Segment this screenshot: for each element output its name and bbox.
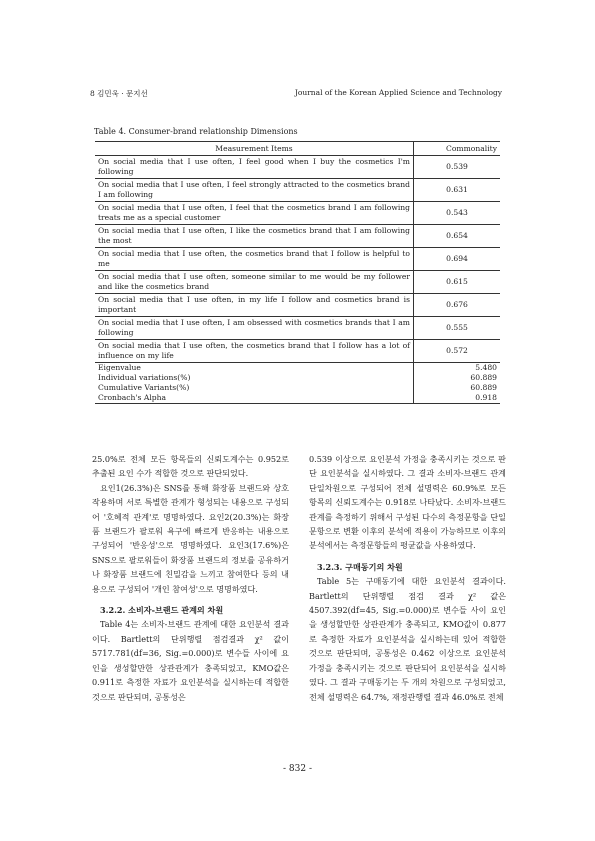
- table-row: [95, 202, 500, 225]
- row-item: On social media that I use often, I feel strongly attracted to the cosmetics brand I am following: [95, 179, 414, 202]
- summary-label: Cronbach's Alpha: [95, 393, 414, 404]
- row-value: 0.676: [414, 294, 501, 317]
- summary-label: Cumulative Variants(%): [95, 383, 414, 393]
- summary-value: 60.889: [470, 383, 497, 392]
- row-item: On social media that I use often, someone similar to me would be my follower and like the cosmetics brand: [95, 271, 414, 294]
- table-row: [95, 156, 500, 179]
- summary-label: Individual variations(%): [95, 373, 414, 383]
- column-header-items: Measurement Items: [95, 142, 414, 156]
- section-heading: 3.2.3. 구매동기의 차원: [317, 561, 403, 572]
- page-number: - 832 -: [283, 764, 312, 774]
- header-journal: Journal of the Korean Applied Science and Technology: [294, 88, 502, 97]
- row-value: 0.694: [414, 248, 501, 271]
- table-row: [95, 340, 500, 363]
- commonality-table: [95, 141, 500, 404]
- row-item: On social media that I use often, the cosmetics brand that I follow is helpful to me: [95, 248, 414, 271]
- row-item: On social media that I use often, I feel good when I buy the cosmetics I'm following: [95, 156, 414, 179]
- right-text-column: [309, 452, 506, 704]
- table-row: [95, 225, 500, 248]
- row-value: 0.543: [414, 202, 501, 225]
- paragraph: 25.0%로 전체 모든 항목들의 신뢰도계수는 0.952로 추출된 요인 수가 적합한 것으로 판단되었다.: [92, 454, 289, 479]
- paragraph: 요인1(26.3%)은 SNS를 통해 화장품 브랜드와 상호작용하며 서로 특별한 관계가 형성되는 내용으로 구성되어 '호혜적 관계'로 명명하였다. 요인2(20.3%)는 화장품 브랜드가 팔로워 욕구에 빠르게 반응하는 내용으로 구성되어 '반응성'으로 명명하였다. 요인3(17.6%)은 SNS으로 팔로워들이 화장품 브랜드의 정보를 공유하거나 화장품 브랜드에 친밀감을 느끼고 참여한다 등의 내용으로 구성되어 '개인 참여성'으로 명명하였다.: [92, 482, 289, 594]
- paragraph: Table 4는 소비자-브랜드 관계에 대한 요인분석 결과이다. Bartlett의 단위행렬 점검결과 χ² 값이 5717.781(df=36, Sig.=0.000)로 변수들 사이에 요인을 생성할만한 상관관계가 충족되었고, KMO값은 0.911로 측정한 자료가 요인분석을 실시하는데 적합한 것으로 판단되며, 공통성은: [92, 619, 289, 702]
- section-heading: 3.2.2. 소비자-브랜드 관계의 차원: [100, 605, 224, 616]
- row-item: On social media that I use often, the cosmetics brand that I follow has a lot of influence on my life: [95, 340, 414, 363]
- summary-value: 60.889: [470, 373, 497, 382]
- table-header-row: [95, 142, 500, 156]
- row-value: 0.555: [414, 317, 501, 340]
- table-caption: Table 4. Consumer-brand relationship Dimensions: [94, 127, 298, 136]
- table-row: [95, 248, 500, 271]
- row-value: 0.654: [414, 225, 501, 248]
- header-authors: 8 김민욱 · 문지선: [90, 89, 148, 98]
- summary-row-individual: [95, 373, 500, 383]
- row-item: On social media that I use often, I like the cosmetics brand that I am following the most: [95, 225, 414, 248]
- left-text-column: [92, 452, 289, 704]
- summary-row-eigenvalue: [95, 363, 500, 374]
- row-value: 0.572: [414, 340, 501, 363]
- summary-label: Eigenvalue: [95, 363, 414, 374]
- paragraph: 0.539 이상으로 요인분석 가정을 충족시키는 것으로 판단 요인분석을 실시하였다. 그 결과 소비자-브랜드 관계 단일차원으로 구성되어 전체 설명력은 60.9%로 모든 항목의 신뢰도계수는 0.918로 나타났다. 소비자-브랜드 관계를 측정하기 위해서 구성된 다수의 측정문항을 단일문항으로 변환 이후의 분석에 적용이 가능하므로 이후의 분석에서는 측정문항들의 평균값을 사용하였다.: [309, 454, 506, 551]
- table-row: [95, 294, 500, 317]
- table-row: [95, 271, 500, 294]
- row-value: 0.539: [414, 156, 501, 179]
- column-header-commonality: Commonality: [414, 142, 501, 156]
- table-row: [95, 179, 500, 202]
- row-item: On social media that I use often, I feel that the cosmetics brand I am following treats me as a special customer: [95, 202, 414, 225]
- summary-row-cronbach: [95, 393, 500, 404]
- summary-row-cumulative: [95, 383, 500, 393]
- paragraph: Table 5는 구매동기에 대한 요인분석 결과이다. Bartlett의 단위행렬 점검 결과 χ² 값은 4507.392(df=45, Sig.=0.000)로 변수들 사이 요인을 생성할만한 상관관계가 충족되고, KMO값이 0.877로 측정한 자료가 요인분석을 실시하는데 있어 적합한 것으로 판단되며, 공통성은 0.462 이상으로 요인분석 가정을 충족시키는 것으로 판단되어 요인분석을 실시하였다. 그 결과 구매동기는 두 개의 차원으로 구성되었고, 전체 설명력은 64.7%, 재정관행렬 결과 46.0%로 전체: [309, 576, 506, 702]
- row-value: 0.631: [414, 179, 501, 202]
- row-item: On social media that I use often, I am obsessed with cosmetics brands that I am following: [95, 317, 414, 340]
- running-header: [90, 88, 502, 100]
- summary-value: 0.918: [414, 393, 501, 404]
- summary-value: 5.480: [475, 363, 497, 372]
- table-row: [95, 317, 500, 340]
- row-item: On social media that I use often, in my life I follow and cosmetics brand is important: [95, 294, 414, 317]
- row-value: 0.615: [414, 271, 501, 294]
